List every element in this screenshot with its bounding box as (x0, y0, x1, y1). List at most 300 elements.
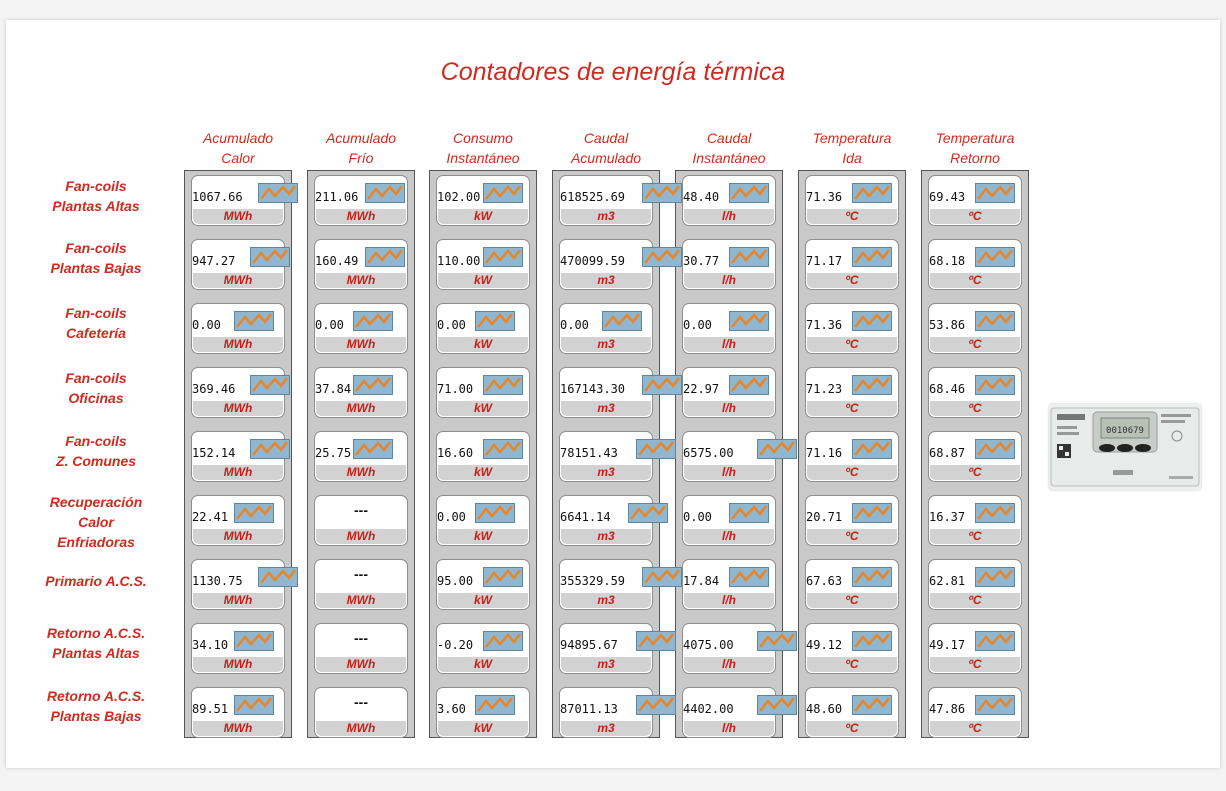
energy-meter-drawing (1049, 404, 1201, 490)
unit-label: MWh (316, 593, 406, 608)
unit-label: MWh (193, 465, 283, 480)
trend-chart-icon[interactable] (353, 375, 393, 395)
meter-value: 17.84 (683, 574, 720, 588)
trend-chart-icon[interactable] (757, 631, 797, 651)
unit-label: ºC (930, 337, 1020, 352)
meter-value: 20.71 (806, 510, 843, 524)
unit-label: kW (438, 593, 528, 608)
trend-chart-icon[interactable] (483, 567, 523, 587)
meter-value: 1130.75 (192, 574, 243, 588)
meter-cell (436, 495, 530, 546)
unit-label: m3 (561, 337, 651, 352)
unit-label: MWh (316, 657, 406, 672)
trend-chart-icon[interactable] (852, 247, 892, 267)
trend-chart-icon[interactable] (975, 439, 1015, 459)
meter-display-text: 0010679 (1106, 426, 1144, 436)
column-header (304, 128, 418, 168)
meter-cell (314, 431, 408, 482)
meter-cell (682, 687, 776, 738)
unit-label: kW (438, 401, 528, 416)
meter-value: 71.16 (806, 446, 843, 460)
meter-cell (436, 175, 530, 226)
meter-value: 71.00 (437, 382, 474, 396)
meter-cell (314, 303, 408, 354)
column-header-line1: Consumo (453, 130, 513, 146)
trend-chart-icon[interactable] (852, 567, 892, 587)
meter-cell (805, 175, 899, 226)
meter-value: 22.41 (192, 510, 229, 524)
meter-value: 3.60 (437, 702, 466, 716)
column-header-line2: Calor (221, 150, 255, 166)
row-label (26, 303, 166, 343)
meter-value: 618525.69 (560, 190, 626, 204)
column-header (795, 128, 909, 168)
unit-label: l/h (684, 721, 774, 736)
column-header-line1: Acumulado (325, 130, 397, 146)
meter-cell (559, 687, 653, 738)
row-label-line: Plantas Altas (52, 645, 140, 661)
row-label-line: Fan-coils (65, 240, 127, 256)
row-label (26, 623, 166, 663)
meter-value: 160.49 (315, 254, 359, 268)
column-header-line1: Caudal (706, 130, 752, 146)
trend-chart-icon[interactable] (483, 375, 523, 395)
trend-chart-icon[interactable] (852, 183, 892, 203)
unit-label: ºC (930, 401, 1020, 416)
meter-cell (682, 239, 776, 290)
unit-label: MWh (193, 273, 283, 288)
meter-value: 22.97 (683, 382, 720, 396)
unit-label: ºC (930, 529, 1020, 544)
unit-label: MWh (193, 721, 283, 736)
meter-cell (436, 623, 530, 674)
unit-label: MWh (316, 209, 406, 224)
trend-chart-icon[interactable] (483, 439, 523, 459)
meter-cell (682, 303, 776, 354)
unit-label: ºC (807, 593, 897, 608)
column-header-line2: Retorno (950, 150, 1000, 166)
meter-value: 30.77 (683, 254, 720, 268)
meter-cell (682, 559, 776, 610)
meter-cell (682, 623, 776, 674)
meter-cell (191, 431, 285, 482)
meter-cell (314, 559, 408, 610)
unit-label: kW (438, 209, 528, 224)
unit-label: MWh (316, 401, 406, 416)
unit-label: MWh (193, 337, 283, 352)
row-label (26, 492, 166, 552)
trend-chart-icon[interactable] (729, 311, 769, 331)
meter-cell (805, 303, 899, 354)
trend-chart-icon[interactable] (258, 567, 298, 587)
meter-value: 71.17 (806, 254, 843, 268)
meter-cell (436, 239, 530, 290)
row-label-line: Plantas Bajas (50, 708, 142, 724)
trend-chart-icon[interactable] (975, 247, 1015, 267)
unit-label: kW (438, 465, 528, 480)
unit-label: ºC (807, 465, 897, 480)
meter-value: 16.60 (437, 446, 474, 460)
row-label-line: Fan-coils (65, 178, 127, 194)
meter-cell (928, 431, 1022, 482)
trend-chart-icon[interactable] (475, 695, 515, 715)
meter-cell (314, 687, 408, 738)
meter-cell (436, 431, 530, 482)
meter-cell (436, 303, 530, 354)
trend-chart-icon[interactable] (729, 375, 769, 395)
unit-label: l/h (684, 529, 774, 544)
meter-cell (805, 559, 899, 610)
trend-chart-icon[interactable] (975, 503, 1015, 523)
value-empty: --- (354, 566, 368, 582)
row-label (26, 561, 166, 601)
column-header (426, 128, 540, 168)
unit-label: ºC (930, 465, 1020, 480)
row-label (26, 368, 166, 408)
unit-label: l/h (684, 465, 774, 480)
trend-chart-icon[interactable] (642, 247, 682, 267)
trend-chart-icon[interactable] (234, 631, 274, 651)
row-label-line: Enfriadoras (57, 534, 135, 550)
meter-cell (559, 175, 653, 226)
row-label-line: Cafetería (66, 325, 126, 341)
unit-label: kW (438, 657, 528, 672)
value-empty: --- (354, 694, 368, 710)
unit-label: MWh (193, 529, 283, 544)
trend-chart-icon[interactable] (365, 247, 405, 267)
trend-chart-icon[interactable] (642, 567, 682, 587)
meter-cell (928, 687, 1022, 738)
trend-chart-icon[interactable] (475, 311, 515, 331)
trend-chart-icon[interactable] (234, 695, 274, 715)
trend-chart-icon[interactable] (602, 311, 642, 331)
row-label-line: Fan-coils (65, 433, 127, 449)
trend-chart-icon[interactable] (234, 503, 274, 523)
meter-cell (559, 367, 653, 418)
unit-label: m3 (561, 593, 651, 608)
row-label (26, 176, 166, 216)
row-label-line: Plantas Bajas (50, 260, 142, 276)
meter-cell (436, 687, 530, 738)
row-label-line: Plantas Altas (52, 198, 140, 214)
unit-label: ºC (807, 209, 897, 224)
meter-value: 67.63 (806, 574, 843, 588)
unit-label: kW (438, 721, 528, 736)
unit-label: m3 (561, 273, 651, 288)
meter-cell (191, 239, 285, 290)
meter-value: 4402.00 (683, 702, 734, 716)
meter-value: 94895.67 (560, 638, 618, 652)
unit-label: ºC (807, 401, 897, 416)
unit-label: ºC (930, 593, 1020, 608)
column-header (549, 128, 663, 168)
meter-value: -0.20 (437, 638, 474, 652)
trend-chart-icon[interactable] (365, 183, 405, 203)
meter-cell (805, 495, 899, 546)
meter-value: 49.12 (806, 638, 843, 652)
unit-label: ºC (930, 657, 1020, 672)
meter-cell (559, 623, 653, 674)
meter-value: 0.00 (437, 318, 466, 332)
meter-cell (805, 367, 899, 418)
unit-label: m3 (561, 529, 651, 544)
meter-value: 0.00 (437, 510, 466, 524)
trend-chart-icon[interactable] (642, 375, 682, 395)
trend-chart-icon[interactable] (975, 183, 1015, 203)
unit-label: kW (438, 273, 528, 288)
column-header-line2: Frío (348, 150, 374, 166)
meter-value: 4075.00 (683, 638, 734, 652)
meter-value: 62.81 (929, 574, 966, 588)
meter-cell (682, 495, 776, 546)
row-label-line: Retorno A.C.S. (46, 688, 146, 704)
meter-value: 0.00 (683, 318, 712, 332)
unit-label: ºC (930, 721, 1020, 736)
trend-chart-icon[interactable] (636, 695, 676, 715)
meter-value: 78151.43 (560, 446, 618, 460)
meter-cell (928, 495, 1022, 546)
column-header (181, 128, 295, 168)
trend-chart-icon[interactable] (852, 631, 892, 651)
meter-cell (191, 303, 285, 354)
meter-value: 34.10 (192, 638, 229, 652)
trend-chart-icon[interactable] (636, 631, 676, 651)
trend-chart-icon[interactable] (353, 439, 393, 459)
meter-cell (191, 495, 285, 546)
meter-cell (805, 687, 899, 738)
meter-value: 152.14 (192, 446, 236, 460)
meter-cell (436, 559, 530, 610)
meter-cell (436, 367, 530, 418)
trend-chart-icon[interactable] (475, 503, 515, 523)
trend-chart-icon[interactable] (975, 375, 1015, 395)
meter-cell (928, 239, 1022, 290)
meter-value: 53.86 (929, 318, 966, 332)
column-header-line2: Instantáneo (692, 150, 766, 166)
trend-chart-icon[interactable] (642, 183, 682, 203)
column-header-line2: Instantáneo (446, 150, 520, 166)
unit-label: MWh (316, 529, 406, 544)
meter-cell (559, 239, 653, 290)
row-label-line: Oficinas (68, 390, 124, 406)
trend-chart-icon[interactable] (757, 695, 797, 715)
meter-value: 211.06 (315, 190, 359, 204)
meter-cell (314, 495, 408, 546)
column-header-line2: Ida (842, 150, 862, 166)
unit-label: kW (438, 529, 528, 544)
unit-label: m3 (561, 401, 651, 416)
meter-cell (805, 431, 899, 482)
unit-label: MWh (316, 465, 406, 480)
column-header (918, 128, 1032, 168)
unit-label: ºC (807, 721, 897, 736)
trend-chart-icon[interactable] (975, 311, 1015, 331)
meter-value: 49.17 (929, 638, 966, 652)
meter-value: 369.46 (192, 382, 236, 396)
meter-value: 0.00 (315, 318, 344, 332)
meter-value: 947.27 (192, 254, 236, 268)
unit-label: ºC (807, 337, 897, 352)
column-header-line1: Temperatura (812, 130, 892, 146)
trend-chart-icon[interactable] (483, 183, 523, 203)
value-empty: --- (354, 630, 368, 646)
trend-chart-icon[interactable] (852, 439, 892, 459)
unit-label: l/h (684, 401, 774, 416)
meter-cell (682, 175, 776, 226)
unit-label: MWh (316, 337, 406, 352)
meter-value: 16.37 (929, 510, 966, 524)
energy-meter-image (1049, 404, 1201, 490)
unit-label: MWh (316, 721, 406, 736)
meter-cell (191, 559, 285, 610)
meter-cell (559, 431, 653, 482)
meter-value: 0.00 (192, 318, 221, 332)
meter-value: 102.00 (437, 190, 481, 204)
meter-value: 0.00 (560, 318, 589, 332)
meter-value: 69.43 (929, 190, 966, 204)
meter-value: 47.86 (929, 702, 966, 716)
trend-chart-icon[interactable] (852, 503, 892, 523)
row-label (26, 431, 166, 471)
unit-label: l/h (684, 337, 774, 352)
unit-label: l/h (684, 657, 774, 672)
meter-cell (191, 687, 285, 738)
trend-chart-icon[interactable] (729, 183, 769, 203)
row-label-line: Z. Comunes (55, 453, 137, 469)
meter-cell (682, 431, 776, 482)
column-header-line1: Acumulado (202, 130, 274, 146)
meter-cell (682, 367, 776, 418)
unit-label: m3 (561, 209, 651, 224)
value-empty: --- (354, 502, 368, 518)
meter-cell (559, 559, 653, 610)
meter-cell (928, 367, 1022, 418)
trend-chart-icon[interactable] (353, 311, 393, 331)
meter-cell (928, 175, 1022, 226)
trend-chart-icon[interactable] (250, 439, 290, 459)
column-header (672, 128, 786, 168)
trend-chart-icon[interactable] (234, 311, 274, 331)
meter-cell (805, 623, 899, 674)
meter-cell (928, 623, 1022, 674)
meter-value: 37.84 (315, 382, 352, 396)
meter-cell (314, 623, 408, 674)
unit-label: l/h (684, 209, 774, 224)
trend-chart-icon[interactable] (729, 247, 769, 267)
meter-value: 470099.59 (560, 254, 626, 268)
meter-value: 0.00 (683, 510, 712, 524)
trend-chart-icon[interactable] (250, 375, 290, 395)
unit-label: l/h (684, 593, 774, 608)
trend-chart-icon[interactable] (483, 631, 523, 651)
trend-chart-icon[interactable] (757, 439, 797, 459)
unit-label: ºC (807, 657, 897, 672)
trend-chart-icon[interactable] (729, 503, 769, 523)
main-panel (6, 20, 1220, 768)
trend-chart-icon[interactable] (975, 695, 1015, 715)
trend-chart-icon[interactable] (483, 247, 523, 267)
unit-label: MWh (193, 401, 283, 416)
meter-value: 355329.59 (560, 574, 626, 588)
unit-label: kW (438, 337, 528, 352)
meter-cell (314, 367, 408, 418)
trend-chart-icon[interactable] (636, 439, 676, 459)
meter-cell (314, 239, 408, 290)
meter-value: 71.23 (806, 382, 843, 396)
trend-chart-icon[interactable] (258, 183, 298, 203)
meter-value: 1067.66 (192, 190, 243, 204)
unit-label: m3 (561, 657, 651, 672)
meter-cell (805, 239, 899, 290)
column-header-line1: Caudal (583, 130, 629, 146)
trend-chart-icon[interactable] (250, 247, 290, 267)
meter-value: 95.00 (437, 574, 474, 588)
row-label-line: Primario A.C.S. (45, 573, 147, 589)
meter-cell (191, 623, 285, 674)
meter-value: 71.36 (806, 190, 843, 204)
unit-label: MWh (316, 273, 406, 288)
unit-label: ºC (930, 273, 1020, 288)
meter-cell (559, 303, 653, 354)
meter-value: 25.75 (315, 446, 352, 460)
meter-cell (928, 559, 1022, 610)
unit-label: ºC (807, 529, 897, 544)
meter-value: 48.40 (683, 190, 720, 204)
unit-label: ºC (807, 273, 897, 288)
row-label (26, 238, 166, 278)
trend-chart-icon[interactable] (975, 567, 1015, 587)
meter-cell (314, 175, 408, 226)
trend-chart-icon[interactable] (852, 695, 892, 715)
meter-value: 167143.30 (560, 382, 626, 396)
page-title: Contadores de energía térmica (440, 58, 786, 86)
row-label (26, 686, 166, 726)
trend-chart-icon[interactable] (729, 567, 769, 587)
meter-cell (928, 303, 1022, 354)
meter-value: 110.00 (437, 254, 481, 268)
meter-value: 68.18 (929, 254, 966, 268)
row-label-line: Recuperación (49, 494, 143, 510)
trend-chart-icon[interactable] (852, 375, 892, 395)
row-label-line: Calor (78, 514, 114, 530)
meter-cell (191, 367, 285, 418)
meter-value: 87011.13 (560, 702, 618, 716)
unit-label: MWh (193, 593, 283, 608)
unit-label: ºC (930, 209, 1020, 224)
meter-value: 68.46 (929, 382, 966, 396)
meter-value: 6575.00 (683, 446, 734, 460)
trend-chart-icon[interactable] (628, 503, 668, 523)
row-label-line: Fan-coils (65, 305, 127, 321)
meter-value: 6641.14 (560, 510, 611, 524)
trend-chart-icon[interactable] (975, 631, 1015, 651)
row-label-line: Fan-coils (65, 370, 127, 386)
meter-value: 68.87 (929, 446, 966, 460)
unit-label: m3 (561, 465, 651, 480)
meter-value: 89.51 (192, 702, 229, 716)
unit-label: m3 (561, 721, 651, 736)
trend-chart-icon[interactable] (852, 311, 892, 331)
unit-label: l/h (684, 273, 774, 288)
column-header-line1: Temperatura (935, 130, 1015, 146)
unit-label: MWh (193, 657, 283, 672)
meter-value: 71.36 (806, 318, 843, 332)
meter-value: 48.60 (806, 702, 843, 716)
meter-cell (559, 495, 653, 546)
unit-label: MWh (193, 209, 283, 224)
column-header-line2: Acumulado (570, 150, 642, 166)
meter-cell (191, 175, 285, 226)
